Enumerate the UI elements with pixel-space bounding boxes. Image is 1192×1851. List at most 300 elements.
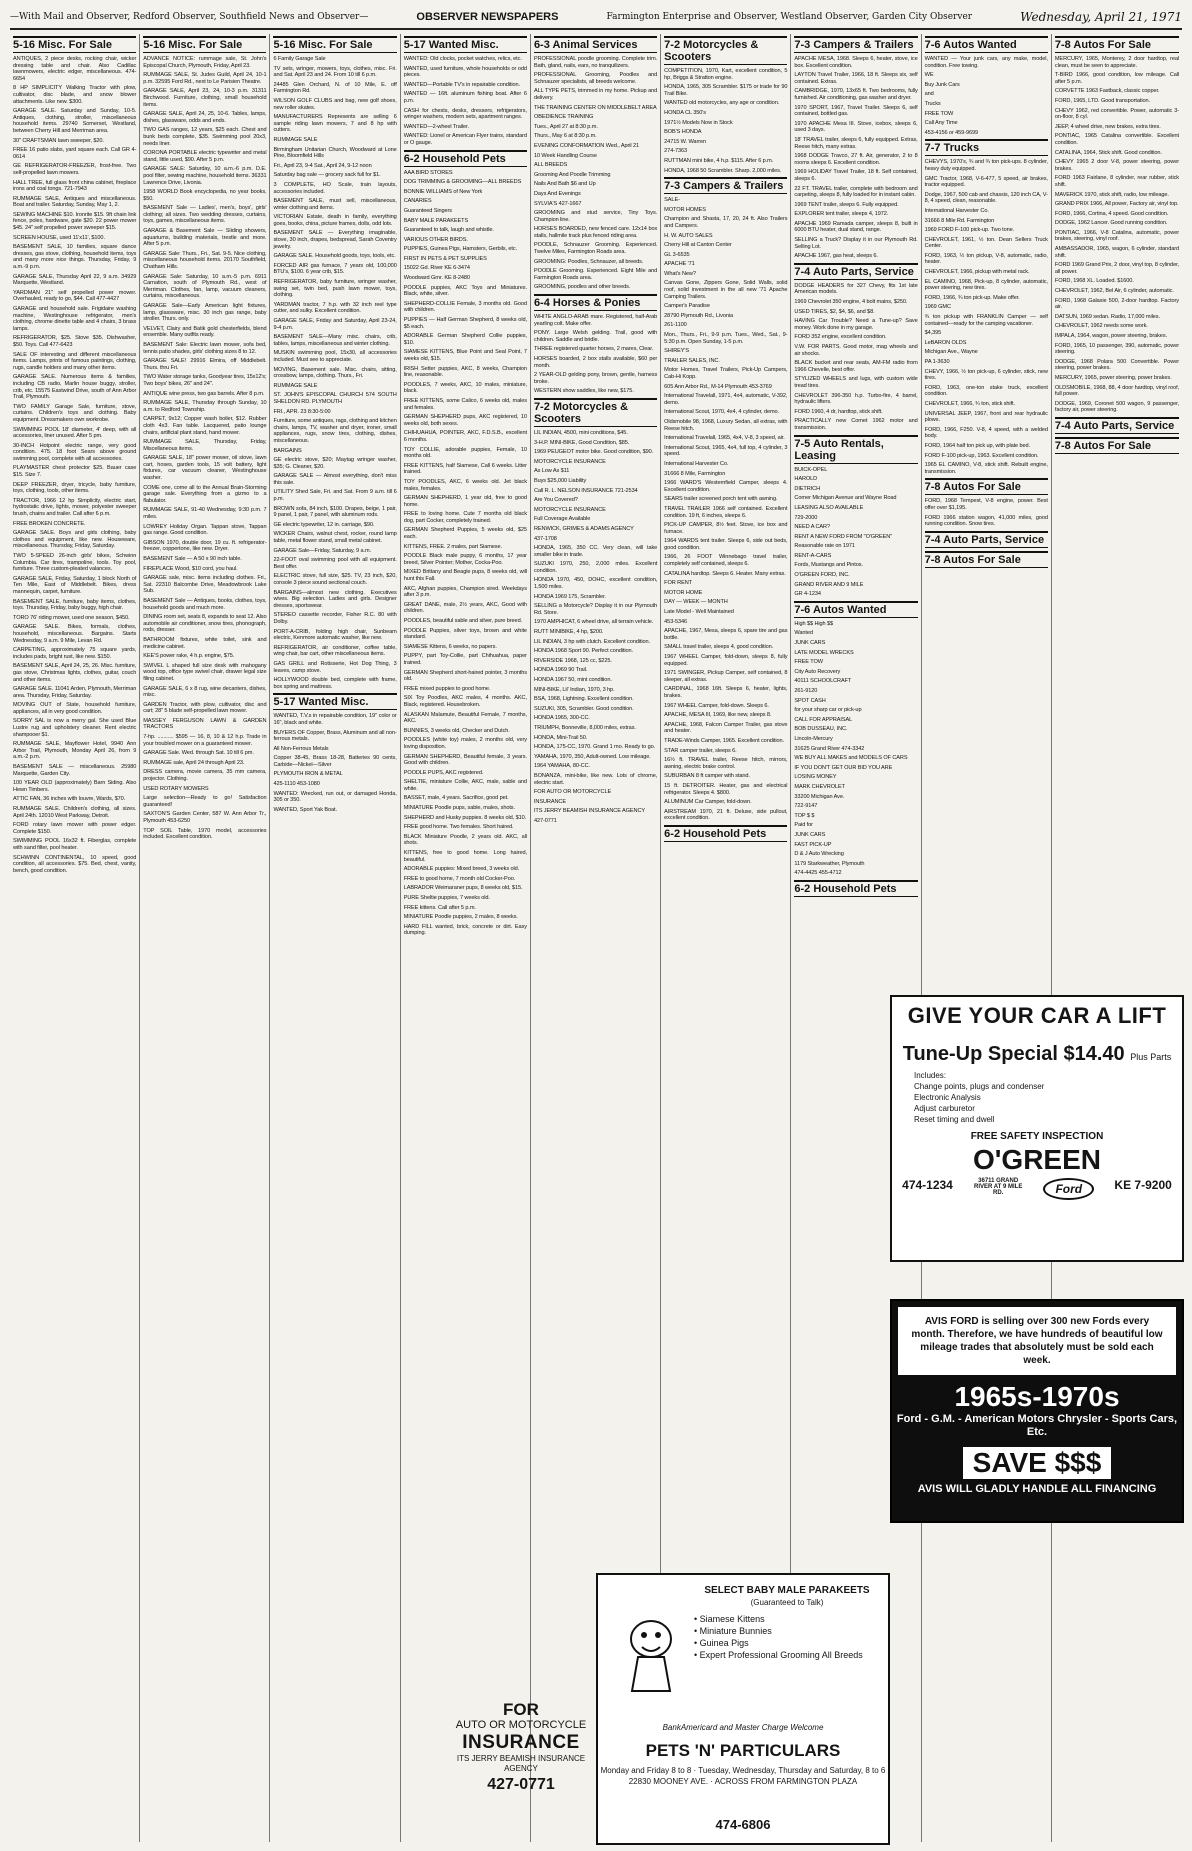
classified-ad: WANTED — 16ft. aluminum fishing boat. After 6 p.m. (403, 91, 527, 104)
classified-ad: SHELTIE, miniature Collie, AKC, male, sable and white. (403, 779, 527, 792)
classified-ad: SYLVIA'S 427-1667 (533, 200, 582, 207)
classified-ad: CHEVROLET, 1961, ½ ton. Dean Sellers Truck Center. (924, 236, 1048, 250)
classified-ad: 1179 Starkweather, Plymouth (794, 860, 865, 867)
section-header: 7-4 Auto Parts, Service (925, 531, 1048, 548)
avis-save: SAVE $$$ (963, 1447, 1112, 1479)
classified-ad: CARPET, 9x12; Copper wash boiler, $12. Rubber cloth 4x3. Fan table. Lacquered, patio lounge chairs, artificial plant stand, hand mower. (143, 416, 267, 436)
classified-ad: CALL FOR APPRAISAL (794, 716, 853, 723)
classified-ad: MARK CHEVROLET (794, 783, 845, 790)
classified-ad: FIREPLACE Wood, $10 cord, you haul. (143, 565, 238, 572)
classified-ad: OLDSMOBILE, 1968, 88, 4 door hardtop, vinyl roof, full power. (1054, 384, 1179, 398)
avis-text: AVIS FORD is selling over 300 new Fords every month. Therefore, we have hundreds of beautiful low mileage trades that absolutely must be sold each week. (898, 1307, 1176, 1375)
section-header: 5-16 Misc. For Sale (13, 36, 136, 53)
classified-ad: WHITE ANGLO-ARAB mare. Registered, half-Arab yearling colt. Make offer. (533, 314, 658, 327)
classified-ad: 1971 SWINGER, Pickup Camper, self contained, 8 sleeper, all extras. (664, 670, 788, 683)
classified-ad: Call R. L. NELSON INSURANCE 721-2534 (533, 487, 638, 494)
classified-ad: SUBURBAN 8 ft camper with stand. (664, 773, 750, 780)
classified-ad: ADORABLE puppies: Mixed breed, 3 weeks old. (403, 866, 520, 873)
classified-ad: USED ROTARY MOWERS (143, 785, 209, 792)
classified-ad: ATTIC FAN, 36 inches with louvre, Wards, $70. (13, 796, 126, 803)
pets-ad (596, 1573, 890, 1845)
section-header: 5-16 Misc. For Sale (273, 36, 396, 53)
classified-ad: STAR camper trailer, sleeps 6. (664, 747, 737, 754)
classified-ad: International Scout, 1970, 4x4, 4 cylinder, demo. (664, 409, 779, 416)
classified-ad: FREE good home. Two females. Short haired. (403, 824, 514, 831)
classified-ad: FREE TOW (924, 110, 954, 117)
classified-ad: AIRSTREAM 1970, 21 ft. Deluxe, side pullout, excellent condition. (664, 808, 788, 822)
classified-ad: SPOT CASH (794, 697, 826, 704)
classified-ad: RIVERSIDE 1968, 125 cc, $225. (533, 657, 612, 664)
classified-ad: CARPETING, approximately 75 square yards, includes pads, bright rust, like new. $150. (13, 647, 137, 660)
classified-ad: JUNK CARS (794, 640, 826, 647)
classified-ad: BOB DUSSEAU, INC. (794, 726, 848, 733)
classified-ad: BOB'S HONDA (664, 129, 702, 136)
classified-ad: WANTED, used furniture, whole households or odd pieces. (403, 65, 527, 79)
classified-ad: HAVING Car Trouble? Need a Tune-up? Save money. Work done in my garage. (794, 318, 918, 331)
classified-ad: PUPPIES — Half German Shepherd, 8 weeks old, $5 each. (403, 317, 527, 330)
classified-ad: JUNK CARS (794, 831, 826, 838)
classified-ad: City Auto Recovery (794, 668, 841, 675)
classified-ad: SHIREY'S (664, 348, 689, 355)
classified-ad: STEREO cassette recorder, Fisher R.C. 80 with Dolby. (273, 612, 397, 625)
classified-ad: GARAGE SALE: Saturday, 10 a.m.-6 p.m. D.E. pool filter, sewing machine, household items. 36331 Lawrence Drive, Livonia. (143, 166, 267, 186)
classified-ad: GARAGE SALE. Household goods, toys, tools, etc. (273, 253, 396, 260)
classified-ad: and (924, 91, 934, 98)
classified-ad: 722-9147 (794, 803, 818, 810)
classified-ad: CHEVY 1962, red convertible. Power, automatic 3-on-floor, 8 cyl. (1054, 107, 1179, 121)
classified-ad: Copper 38-45, Brass 18-28, Batteries 90 cents, Carbide—Nickel—Silver (273, 755, 397, 768)
classified-ad: POODLE PUPS, AKC registered. (403, 769, 484, 776)
classified-ad: CATALINA, 1964, Stick shift. Good condition. (1054, 149, 1162, 156)
classified-ad: GERMAN Shepherd short-haired pointer, 3 months old. (403, 669, 527, 683)
classified-ad: POODLE Grooming. Experienced. Eight Mile and Farmington Roads area. (533, 268, 658, 281)
classified-ad: 605 Ann Arbor Rd., M-14 Plymouth 453-3769 (664, 383, 772, 390)
classified-ad: D & J Auto Wrecking (794, 851, 844, 858)
classified-ad: BASEMENT SALE, April 24, 25, 26. Misc. furniture, gas stove, Christmas lights, clothes, guitar, couch and other items. (13, 663, 137, 683)
classified-ad: Canvas Gone, Zippers Gone, Solid Walls, solid roof, solid investment in the all new '71 Apache Camping Trailers. (664, 280, 788, 300)
classified-ad: BATHROOM fixtures, white toilet, sink and medicine cabinet. (143, 636, 267, 650)
classified-ad: ITS JERRY BEAMISH INSURANCE AGENCY (533, 808, 646, 815)
classified-ad: FORD 1960, 4 dr, hardtop, stick shift. (794, 408, 883, 415)
lift-includes: Includes: Change points, plugs and condenser Electronic Analysis Adjust carburetor Reset timing and dwell (914, 1071, 1045, 1124)
classified-ad: Guaranteed to talk, laugh and whistle. (403, 227, 494, 234)
classified-ad: EL CAMINO, 1968, Pick-up, 8 cylinder, automatic, power steering, new tires. (924, 278, 1048, 292)
classified-ad: 261-9120 (794, 688, 818, 694)
classified-ad: Late Model - Well Maintained (664, 609, 734, 616)
classified-ad: TWO GAS ranges, 12 years, $25 each. Chest and bunk beds complete, $35. Swimming pool 20x3, needs liner. (143, 127, 267, 147)
classified-ad: VARIOUS OTHER BIRDS. (403, 236, 468, 243)
classified-ad: AMBASSADOR, 1965, wagon, 6 cylinder, standard shift. (1054, 246, 1179, 259)
classified-ad: AAA BIRD STORES (403, 169, 453, 176)
classified-ad: TOY COLLIE, adorable puppies, Female, 10 months old. (403, 446, 527, 460)
classified-ad: UNIVERSAL JEEP, 1967, front and rear hydraulic plows. (924, 410, 1048, 424)
classified-ad: RUTTMAN mini bike, 4 h.p. $115. After 6 p.m. (664, 157, 774, 164)
classified-ad: 1968 DODGE Travco, 27 ft. Air, generator, 2 to 8 rooms sleeps 6. Excellent condition. (794, 153, 918, 166)
classified-ad: DAY — WEEK — MONTH (664, 599, 728, 606)
classified-ad: REFRIGERATOR, $25. Stove $35. Dishwasher, $50. Toys. Call 477-6423 (13, 335, 137, 348)
classified-ad: POODLE Puppies, silver toys, brown and white standard. (403, 627, 527, 641)
classified-ad: ANTIQUES, 2 piece desks, rocking chair, wicker dressing table and chair. Also Cadillac lawnmowers, electric edger, miscellaneous. 474-6654 (13, 56, 137, 82)
classified-ad: TOP SOIL Table, 1970 model, accessories included. Excellent condition. (143, 827, 267, 841)
classified-ad: LOSING MONEY (794, 774, 837, 781)
classified-ad: International Harvester Co. (664, 460, 729, 467)
classified-ad: 31625 Grand River 474-3342 (794, 745, 865, 752)
classified-ad: Guaranteed Singers (403, 207, 452, 214)
classified-ad: GARAGE SALE. 11041 Arden, Plymouth, Merriman area. Thursday, Friday, Saturday. (13, 686, 137, 699)
classified-ad: GARAGE SALE, 18" power mower, oil stove, lawn cart, hoses, garden tools, 15 volt battery, light fixtures, car vacuum cleaner, Westinghouse washer. (143, 455, 267, 482)
classified-ad: TWO 5-SPEED 26-inch girls' bikes, Schwinn Columbia. Car tires, trampoline, tools. Toy pool, furniture. Three custom-pleated valances. (13, 553, 137, 573)
classified-ad: SALE- (664, 197, 680, 204)
classified-ad: OBEDIENCE TRAINING (533, 114, 594, 121)
classified-ad: TV sets, wringer, mowers, toys, clothes, misc. Fri. and Sat. April 23 and 24. From 10 till 6 p.m. (273, 65, 397, 79)
classified-ad: SELLING a Truck? Display it in our Plymouth Rd. Selling Lot. (794, 237, 918, 250)
classified-ad: CORONA PORTABLE electric typewriter and metal stand, little used, $90. After 5 p.m. (143, 150, 267, 163)
classified-ad: All Non-Ferrous Metals (273, 745, 329, 752)
classified-ad: MOTORCYCLE INSURANCE (533, 458, 606, 465)
classified-ad: 437-1708 (533, 535, 557, 542)
classified-ad: WILSON GOLF CLUBS and bag, new golf shoes, new roller skates. (273, 97, 397, 111)
classified-ad: FREE to good home, 7 month old Cocker-Poo. (403, 875, 516, 882)
column-1 (10, 34, 140, 1842)
classified-ad: FAST PICK-UP (794, 841, 832, 848)
classified-ad: LeBARON OLDS (924, 339, 967, 346)
classified-ad: COME one, come all to the Annual Brain-Storming garage sale. Everything from a gizmo to a flabulator. (143, 484, 267, 504)
classified-ad: WE BUY ALL MAKES and MODELS OF CARS (794, 755, 908, 762)
classified-ad: TRAVEL TRAILER 1966 self contained. Excellent condition. 19 ft, 6 inches, sleeps 6. (664, 505, 788, 519)
classified-ad: 1969 TENT trailer, sleeps 6. Fully equipped. (794, 201, 899, 208)
classified-ad: Days And Evenings (533, 190, 581, 197)
classified-ad: HONDA CL 350's (664, 109, 706, 116)
classified-ad: International Travelall, 1965, 4x4, V-8, 3 speed, air. (664, 435, 785, 442)
classified-ad: POODLES, beautiful sable and silver, pure breed. (403, 618, 523, 624)
classified-ad: BONANZA, mini-bike, like new. Lots of chrome, electric start. (533, 772, 658, 786)
classified-ad: CARDINAL, 1968 16ft. Sleeps 6, heater, lights, brakes. (664, 686, 788, 699)
classified-ad: GARAGE SALE — Almost everything, don't miss this sale. (273, 473, 397, 486)
insurance-ad: FOR AUTO OR MOTORCYCLE INSURANCE ITS JERRY BEAMISH INSURANCE AGENCY 427-0771 (455, 1700, 587, 1793)
classified-ad: BLACK Miniature Poodle, 2 years old. AKC, all shots. (403, 833, 527, 847)
classified-ad: FORD 1969 Grand Prix, 2 door, vinyl top, 8 cylinder, all power. (1054, 262, 1179, 275)
classified-ad: MAVERICK 1970, stick shift, radio, low mileage. (1054, 191, 1169, 198)
classified-ad: ANTIQUE wine press, two gas barrels. After 8 p.m. (143, 390, 265, 397)
classified-ad: Saturday bag sale — grocery sack full for $1. (273, 172, 381, 179)
classified-ad: SIAMESE KITTENS, Blue Point and Seal Point, 7 weeks old, $15. (403, 349, 527, 362)
classified-ad: GARAGE SALE! 29916 Elmira, off Middlebelt. Thurs. thru Fri. (143, 358, 267, 371)
classified-ad: Nails And Bath $6 and Up (533, 181, 596, 188)
classified-ad: BASEMENT SALE — Everything imaginable, stove, 30 inch, drapes, bedspread, Sarah Coventry jewelry. (273, 230, 397, 250)
classified-ad: GARAGE SALE. Bikes, formals, clothes, household, miscellaneous. Bargains. Starts Wednesday, 9 a.m. 9 Mile, Levan Rd. (13, 624, 137, 644)
classified-ad: SEARS trailer screened porch tent with awning. (664, 496, 778, 503)
classified-ad: Large selection—Ready to go! Satisfaction guaranteed! (143, 795, 267, 808)
classified-ad: DODGE, 1968 Polara 500 Convertible. Power steering, power brakes. (1054, 358, 1179, 372)
ford-logo-icon: Ford (1043, 1178, 1094, 1200)
classified-ad: GARAGE sale, misc. items including clothes. Fri., Sat. 22310 Balcombe Drive, Meadowbrook Lake Sub. (143, 575, 267, 595)
classified-ad: GARAGE SALE. Boys and girls clothing, baby clothes and equipment, like new. Houseware, miscellaneous. Thursday, Friday, Saturday. (13, 530, 137, 550)
pets-hours: Monday and Friday 8 to 8 · Tuesday, Wednesday, Thursday and Saturday, 8 to 6 22830 MOONEY AVE. · ACROSS FROM FARMINGTON PLAZA (600, 1766, 886, 1786)
classified-ad: SCHWINN CONTINENTAL, 10 speed, good condition, all accessories. $75. Bed, chest, vanity, bench, good condition. (13, 854, 137, 874)
classified-ad: WANTED — Your junk cars, any make, model, condition. Free towing. (924, 56, 1048, 69)
section-header: 7-8 Autos For Sale (1055, 36, 1179, 53)
classified-ad: SIX Toy Poodles, AKC males, 4 months. AKC, Black, registered. Housebroken. (403, 695, 527, 708)
classified-ad: WANTED, Sport Yak Boat. (273, 806, 337, 813)
classified-ad: BASEMENT SALE, furniture, baby items, clothes, toys. Thursday, Friday, baby buggy, high chair. (13, 598, 137, 612)
classified-ad: BUYERS OF Copper, Brass, Aluminum and all non-ferrous metals. (273, 729, 397, 743)
classified-ad: JEEP, 4 wheel drive, new brakes, extra tires. (1054, 123, 1161, 130)
classified-ad: FREE KITTENS, half Siamese, Call 6 weeks. Litter trained. (403, 462, 527, 476)
classified-ad: Cherry Hill at Canton Center (664, 242, 732, 249)
classified-ad: DOG TRIMMING & GROOMING—ALL BREEDS (403, 179, 522, 186)
classified-ad: GARAGE SALE, April 24, 25, 10-6. Tables, lamps, dishes, glassware, odds and ends. (143, 111, 267, 124)
classified-ad: Trucks (924, 100, 941, 107)
classified-ad: POODLE, Schnauzer Grooming. Experienced. Twelve Miles, Farmington Roads area. (533, 242, 658, 256)
masthead (10, 6, 1182, 30)
classified-ad: T-BIRD 1966, good condition, low mileage. Call after 5 p.m. (1054, 72, 1179, 85)
classified-ad: 1969 PEUGEOT motor bike. Good condition, $90. (533, 449, 654, 456)
classified-ad: TRIUMPH, Bonneville, 8,000 miles, extras. (533, 724, 636, 731)
classified-ad: PUPPY, part Toy-Collie, part Chihuahua, paper trained. (403, 653, 527, 666)
classified-ad: MERCURY, 1965, power steering, power brakes. (1054, 374, 1172, 381)
classified-ad: GIBSON 1970, double door, 19 cu. ft. refrigerator-freezer, coppertone, like new. Dryer. (143, 539, 267, 553)
column-9 (1052, 34, 1182, 1842)
classified-ad: GRAND PRIX 1966, All power, Factory air, vinyl top. (1054, 201, 1179, 208)
classified-ad: Call Any Time (924, 120, 958, 127)
classified-ad: CHEVYS, 1970's, ¾ and ¾ ton pick-ups. 8 cylinder, heavy duty equipped. (924, 159, 1048, 172)
newspaper-page (10, 6, 1182, 1844)
classified-ad: FORD, 1968 Tempest, V-8 engine, power. Best offer over $1,195. (924, 498, 1048, 511)
classified-ad: RUMMAGE SALE, Mayflower Hotel, 9940 Ann Arbor Trail, Plymouth, Monday April 26, from 9 a.m.-2 p.m. (13, 741, 137, 761)
classified-ad: BASSET, male, 4 years. Sacrifice, good pet. (403, 795, 509, 802)
classified-ad: 24485 Glen Orchard, N. of 10 Mile, E. off Farmington Rd. (273, 81, 397, 95)
classified-ad: BUNNIES, 3 weeks old, Checker and Dutch. (403, 727, 510, 734)
classified-ad: TWO Water storage tanks, Goodyear tires, 15x12's; Two boys' bikes, 26" and 24". (143, 374, 267, 387)
classified-ad: RENT A NEW FORD FROM "O'GREEN" (794, 533, 893, 540)
classified-ad: Paid for (794, 822, 813, 829)
classified-ad: Woodward Grnr. KE 8-2480 (403, 275, 470, 282)
classified-ad: APACHE 1969 Ramada camper, sleeps 8, built in 6000 BTU heater, dual stand, range. (794, 220, 918, 234)
section-header: 7-8 Autos For Sale (925, 478, 1048, 495)
classified-ad: TRACTOR, 1966 12 hp Simplicity, electric start, hydrostatic drive, lights, mower, polyester sweeper brush, chains and trailer. Call after 6 p.m. (13, 497, 137, 518)
classified-ad: HONDA, Mini-Trail 50. (533, 734, 588, 741)
classified-ad: CATALINA hardtop. Sleeps 6. Heater. Many extras. (664, 570, 786, 577)
classified-ad: BROWN sofa, 84 inch, $100. Drapes, beige, 1 pair, 9 panel, 1 pair, 7 panel, with aluminum rods. (273, 505, 397, 519)
classified-ad: FOR AUTO OR MOTORCYCLE (533, 789, 612, 796)
section-header: 7-3 Campers & Trailers (664, 177, 787, 194)
classified-ad: HONDA 1965, 300-CC. (533, 715, 590, 722)
classified-ad: 28790 Plymouth Rd., Livonia (664, 312, 733, 319)
classified-ad: SALE OF interesting and different miscellaneous items. Lamps, prints of famous paintings, clothing, rugs, candle holders and many other items. (13, 351, 137, 371)
classified-ad: APACHE '71 (664, 261, 695, 268)
classified-ad: VELVET, Clairy and Batik gold chesterfields, blend ensemble. Many outfits ready. (143, 325, 267, 339)
classified-ad: GARAGE SALE, Thursday April 22, 9 a.m. 34929 Marquette, Westland. (13, 273, 137, 287)
classified-ad: GROOMING and stud service, Tiny Toys. Champion line. (533, 210, 658, 223)
classified-ad: 1969 Chevrolet 350 engine, 4 bolt mains, $250. (794, 299, 908, 306)
classified-ad: Buy Junk Cars (924, 81, 960, 88)
masthead-left: —With Mail and Observer, Redford Observer, Southfield News and Observer— (10, 12, 369, 22)
classified-ad: GARAGE SALE, 6 x 8 rug, wine decanters, dishes, misc. (143, 685, 267, 699)
column-3 (270, 34, 400, 1842)
classified-ad: GERMAN SHEPHERD, Beautiful female, 3 years. Good with children. (403, 753, 527, 767)
section-header: 7-2 Motorcycles & Scooters (664, 36, 787, 65)
classified-ad: 425-1110 453-1080 (273, 781, 320, 788)
classified-ad: International Harvester Co. (924, 207, 989, 214)
classified-ad: 3-H.P. MINI-BIKE, Good Condition, $85. (533, 439, 630, 446)
classified-ad: CHEVROLET, 1966, ¾ ton, stick shift. (924, 400, 1015, 407)
avis-makes: Ford - G.M. - American Motors Chrysler - Sports Cars, Etc. (896, 1413, 1178, 1438)
classified-ad: GARAGE & Basement Sale — Sliding showers, aquariums, building materials, trestle and more. After 5 p.m. (143, 228, 267, 248)
classified-ad: 427-0771 (533, 817, 557, 824)
classified-ad: SIAMESE Kittens, 6 weeks, no papers. (403, 643, 497, 650)
classified-ad: 33200 Michigan Ave. (794, 793, 845, 800)
classified-ad: IF YOU DON'T GET OUR BID YOU ARE (794, 764, 893, 771)
classified-ad: GRAND RIVER AND 9 MILE (794, 581, 864, 588)
classified-ad: GE REFRIGERATOR-FREEZER, frost-free. Two self-propelled lawn mowers. (13, 163, 137, 176)
classified-ad: 16½ ft. TRAVEL trailer, Reese hitch, mirrors, awning, electric brake control. (664, 757, 788, 770)
classified-ad: GARAGE SALE. Saturday and Sunday, 10-5. Antiques, clothing, stroller, miscellaneous household items. 29740 Somerset, Westland, between Cherry Hill and Merriman area. (13, 108, 137, 134)
classified-ad: KEE'S power rake, 4 h.p. engine, $75. (143, 653, 235, 660)
classified-ad: BONNIE WILLIAMS of New York (403, 188, 483, 195)
section-header: 5-17 Wanted Misc. (404, 36, 527, 53)
classified-ad: PLAYMASTER chest protector $25. Bauer case $15. Size 7. (13, 465, 137, 479)
column-2 (140, 34, 270, 1842)
classified-ad: KITTENS, FREE. 2 males, part Siamese. (403, 543, 502, 550)
classified-ad: 274-7363 (664, 148, 688, 155)
classified-ad: 1969 GMC (924, 304, 951, 311)
classified-ad: EVENING CONFORMATION Wed., April 21 (533, 142, 640, 149)
section-header: 7-7 Trucks (925, 139, 1048, 156)
classified-ad: FORD 1966 station wagon, 41,000 miles, good running condition. Snow tires. (924, 514, 1048, 528)
classified-ad: DIETRICH (794, 485, 821, 492)
classified-ad: HONDA, 1965, 350 CC. Very clean, will take smaller bike in trade. (533, 545, 658, 558)
classified-ad: Oldsmobile 98, 1968, Luxury Sedan, all extras, with Reese hitch. (664, 418, 788, 432)
classified-ad: PA 1-3630 (924, 359, 950, 365)
classified-ad: MINIATURE Poodle pups, sable, males, shots. (403, 805, 515, 812)
classified-ad: FORD, 1966, Cortina, 4 speed. Good condition. (1054, 210, 1169, 217)
classified-ad: GARAGE Sale—Early American light fixtures, lamp, glassware, misc. 30 inch gas range, baby stroller. Thurs. only. (143, 303, 267, 323)
classified-ad: ELECTRIC stove, full size, $25. TV, 23 inch, $20, console 3 piece sound sectional couch. (273, 573, 397, 586)
classified-ad: 30-INCH Hotpoint electric range, very good condition. 475. 18 foot Sears above ground swimming pool, complete with all accessories. (13, 442, 137, 462)
classified-ad: CHEVROLET, 1966, pickup with metal rack. (924, 269, 1030, 276)
classified-ad: GERMAN SHEPHERD pups, AKC registered, 10 weeks old, both sexes. (403, 414, 527, 427)
classified-ad: MOTOR HOME (664, 589, 703, 596)
classified-ad: APACHE MESA, 1968. Sleeps 6, heater, stove, ice box. Excellent condition. (794, 56, 918, 69)
classified-ad: ALUMINUM Car Camper, fold-down. (664, 799, 752, 806)
classified-ad: TOY POODLES, AKC, 6 weeks old. Jet black males, females. (403, 478, 527, 492)
classified-ad: BASEMENT SALE, must sell, miscellaneous, winter clothing and items. (273, 198, 397, 211)
classified-ad: APACHE, MESA III, 1969, like new, sleeps 8. (664, 712, 772, 719)
section-header: 7-4 Auto Parts, Service (1055, 417, 1179, 434)
classified-ad: WANTED: Lionel or American Flyer trains, standard or O gauge. (403, 133, 527, 146)
classified-ad: 31666 8 Mile, Farmington (664, 470, 726, 477)
classified-ad: 453-4156 or 459-9699 (924, 129, 979, 136)
classified-ad: 7-hp. ........... $595 — 16, 8, 10 & 12 h.p. Trade in your troubled mower on a guaranteed mower. (143, 734, 267, 747)
classified-ad: SUZUKI, 305, Scrambler. Good condition. (533, 705, 634, 712)
classified-ad: FREE to loving home. Cute 7 months old black dog, part Cocker, completely trained. (403, 511, 527, 524)
classified-ad: FORCED AIR gas furnace, 7 years old, 100,000 BTU's, $100. 6 year crib, $15. (273, 262, 397, 276)
classified-ad: HONDA, 175-CC, 1970. Grand 1 mo. Ready to go. (533, 744, 656, 751)
classified-ad: PONTIAC, 1965 Catalina convertible. Excellent condition. (1054, 133, 1179, 146)
classified-ad: THE TRAINING CENTER ON MIDDLEBELT AREA (533, 104, 657, 111)
classified-ad: MINI-BIKE, Lil' Indian, 1970, 3 hp. (533, 686, 615, 693)
classified-ad: UTILITY Shed Sale, Fri. and Sat. From 9 a.m. till 6 p.m. (273, 489, 397, 503)
classified-ad: MASSEY FERGUSON LAWN & GARDEN TRACTORS (143, 717, 267, 731)
classified-ad: LABRADOR Weimaraner pups, 8 weeks old, $15. (403, 885, 523, 892)
classified-ad: BASEMENT Sale: Electric lawn mower, sofa bed, tennis patio shades, girls' clothing sizes 8 to 12. (143, 341, 267, 355)
classified-ad: FREE kittens. Call after 5 p.m. (403, 904, 476, 911)
classified-ad: WANTED—Portable TV's in repairable condition. (403, 81, 520, 88)
classified-ad: MIXED Brittany and Beagle pups, 8 weeks old, will hunt this Fall. (403, 569, 527, 583)
lift-phones: 474-1234 36711 GRAND RIVER AT 9 MILE RD. Ford KE 7-9200 (892, 1178, 1182, 1200)
classified-ad: FORD, 1968 Galaxie 500, 2-door hardtop. Factory air. (1054, 297, 1179, 311)
classified-ad: TRAILER SALES, INC. (664, 357, 720, 364)
classified-ad: CORVETTE 1963 Fastback, classic copper. (1054, 88, 1160, 95)
classified-ad: FORD, 1964 half ton pick up, with plate bed. (924, 442, 1031, 449)
classified-ad: GL 3-6535 (664, 251, 690, 258)
classified-ad: RUMMAGE SALE, Antiques and miscellaneous. Boat and trailer. Saturday, Sunday, May 1, 2. (13, 195, 137, 209)
classified-ad: HAROLD (794, 476, 818, 483)
lift-headline: GIVE YOUR CAR A LIFT (907, 1003, 1167, 1028)
classified-ad: TOP $ $ (794, 812, 815, 819)
classified-ad: TWO FAMILY Garage Sale, furniture, stove, curtains. Children's toys and clothing. Baby equipment. Dressmakers own workrobe. (13, 403, 137, 423)
classified-ad: FORD, 1963, one-ton stake truck, excellent condition. (924, 384, 1048, 398)
classified-ad: WANTED—2-wheel Trailer. (403, 123, 469, 130)
classified-ad: 1964 WARDS tent trailer. Sleeps 6, side out beds, good condition. (664, 538, 788, 551)
classified-ad: BARGAINS (273, 447, 302, 454)
classified-ad: 474-4425 455-4712 (794, 870, 842, 877)
classified-ad: DEEP FREEZER, dryer, tricycle, baby furniture, toys, clothing, tools, other items. (13, 481, 137, 495)
lift-safety: FREE SAFETY INSPECTION (970, 1131, 1104, 1142)
classified-ad: GARAGE Sale—Friday, Saturday, 9 a.m. (273, 547, 372, 554)
classified-ad: BASEMENT SALE, 10 families, square dance dresses, gas stove, clothing, household items, toys and many more nice things. Thursday, Friday, 9 a.m.-9 p.m. (13, 244, 137, 271)
classified-ad: LAYTON Travel Trailer, 1966, 18 ft. Sleeps six, self contained. Extras. (794, 72, 918, 85)
classified-ad: PROFESSIONAL poodle grooming. Complete trim. Bath, gland, nails, ears, no tranquilizers. (533, 56, 658, 69)
classified-ad: RUMMAGE SALE (273, 382, 318, 389)
classified-ad: 2 YEAR-OLD gelding pony, brown, gentle, harness broke. (533, 372, 658, 385)
classified-columns (10, 34, 1182, 1842)
classified-ad: REFRIGERATOR, air conditioner, coffee table, wing chair, bar cart, other miscellaneous items. (273, 644, 397, 658)
classified-ad: VICTORIAN Estate, death in family, everything goes, books, china, picture frames, dolls, odd lots. (273, 214, 397, 227)
classified-ad: GARAGE SALE, Friday, Saturday, 1 block North of Ten Mile, East of Middlebelt. Bikes, dress mannequin, carpet, furniture. (13, 575, 137, 595)
classified-ad: V.W. FOR PARTS. Good motor, mag wheels and air shocks. (794, 344, 918, 357)
classified-ad: GAS GRILL and Rotisserie, Hot Dog Thing, 3 leaves, camp stove. (273, 660, 397, 674)
classified-ad: WESTERN show saddles, like new, $175. (533, 388, 634, 395)
classified-ad: HORSES boarded, 2 box stalls available, $60 per month. (533, 356, 658, 369)
section-header: 6-2 Household Pets (404, 150, 527, 167)
classified-ad: 15 ft. DETROITER. Heater, gas and electrical refrigerator. Sleeps 4. $800. (664, 782, 788, 796)
classified-ad: RUMMAGE SALE, 91-40 Wednesday, 9:30 p.m. 7 miles. (143, 507, 267, 521)
classified-ad: 1970 SPORT, 1967, Travel Trailer. Sleeps 6, self contained, bottled gas. (794, 104, 918, 118)
classified-ad: CAMBRIDGE, 1970, 13x65 ft. Two bedrooms, fully furnished. Air conditioning, gas washer and dryer. (794, 88, 918, 101)
classified-ad: FREE TOW (794, 659, 823, 666)
classified-ad: HALL TREE, full glass front china cabinet, fireplace irons and coal tongs. 721-7943 (13, 179, 137, 193)
classified-ad: 729-2000 (794, 514, 818, 521)
avis-years: 1965s-1970s (954, 1381, 1120, 1412)
classified-ad: 1969 FORD F-100 pick-up. Two tone. (924, 227, 1015, 234)
classified-ad: SWIVEL L shaped full size desk with mahogany wood top, office type swivel chair, drawer legal size filing cabinet. (143, 662, 267, 682)
classified-ad: SORRY SAL is now a merry gal. She used Blue Lustre rug and upholstery cleaner. Rent electric shampooer $1. (13, 718, 137, 738)
classified-ad: POODLES, 7 weeks, AKC, 10 males, miniature, black. (403, 381, 527, 395)
classified-ad: FOR RENT (664, 580, 692, 587)
classified-ad: Dodge, 1967, 500 cab and chassis, 120 inch CA, V-8, 4 speed, clean, reasonable. (924, 191, 1048, 205)
classified-ad: SAXTON'S Garden Center, 587 W. Ann Arbor Tr., Plymouth 453-6250 (143, 811, 267, 824)
classified-ad: DINING room set, seats 8, expands to seat 12. Also automobile air conditioner, snow tires, phonograph, rods, dresser. (143, 614, 267, 634)
section-header: 5-16 Misc. For Sale (143, 36, 266, 53)
classified-ad: CHEVY 1965 2 door V-8, power steering, power brakes. (1054, 159, 1179, 172)
classified-ad: 40111 SCHOOLCRAFT (794, 678, 852, 685)
classified-ad: FORD, 1966, F250. V-8, 4 speed, with a welded body. (924, 426, 1048, 440)
column-5 (531, 34, 661, 1842)
classified-ad: WANTED, T.V.s in repairable condition, 19" color or 16", black and white. (273, 713, 397, 726)
classified-ad: GE electric stove, $20; Maytag wringer washer, $35; G. Cleaner, $20. (273, 457, 397, 470)
section-header: 6-4 Horses & Ponies (534, 294, 657, 311)
